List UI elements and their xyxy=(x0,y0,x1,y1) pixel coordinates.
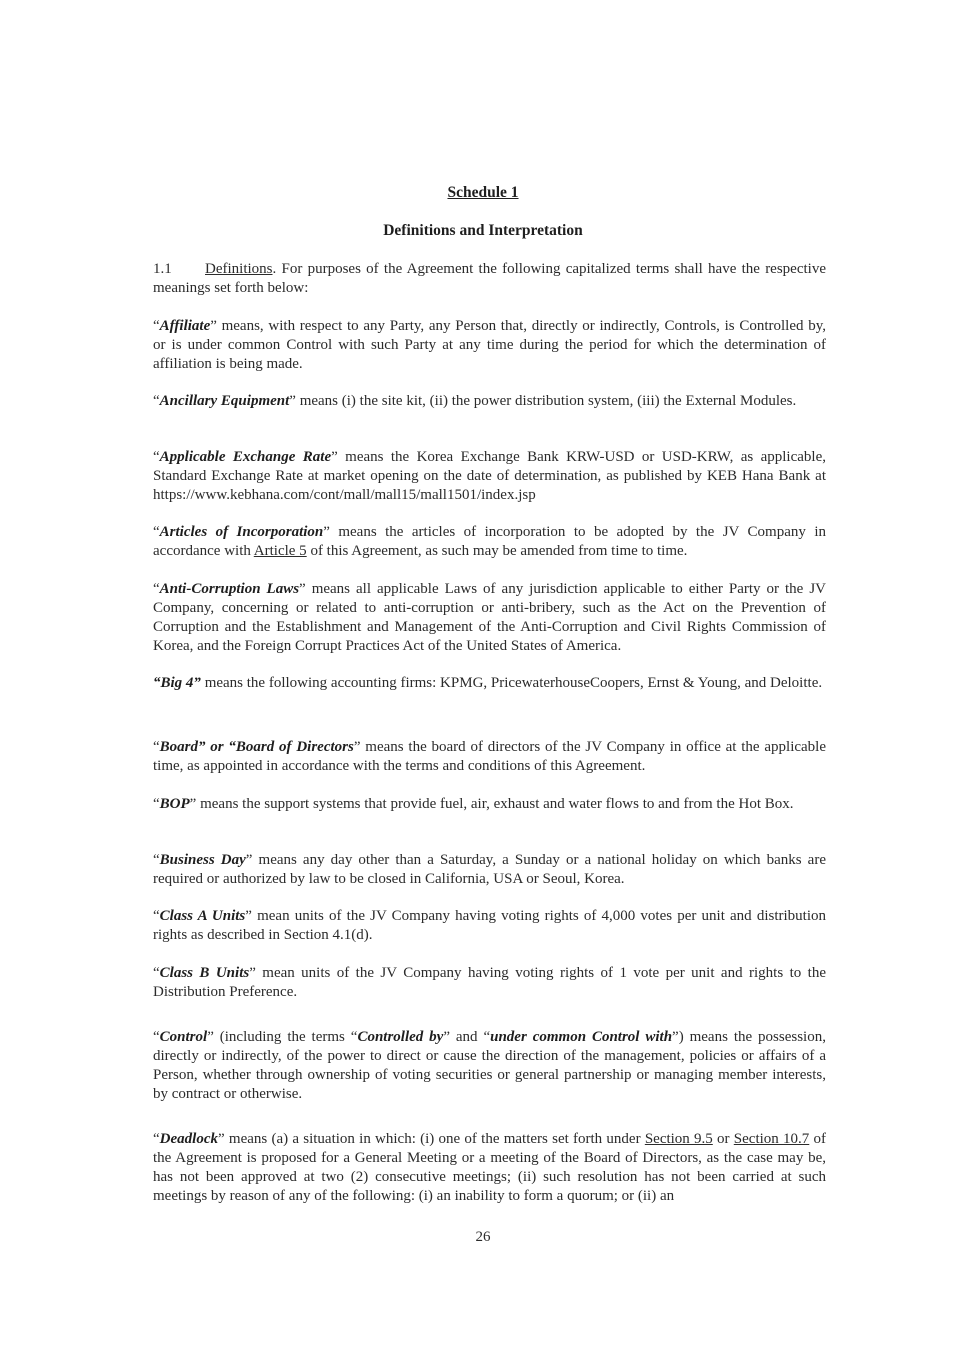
definition-deadlock: “Deadlock” means (a) a situation in which: (i) one of the matters set forth under Section 9.5 or Section 10.7 of the Agreement is proposed for a General Meeting or a meeting of the Board of Directors, as the case may be, has not been approved at two (2) consecutive meetings; (ii) such resolution has not been carried at such meetings by reason of any of the following: (i) an inability to form a quorum; or (ii) an xyxy=(153,1131,827,1204)
defined-term: Applicable Exchange Rate xyxy=(159,449,332,465)
section-title: Definitions and Interpretation xyxy=(383,222,583,239)
defined-term: Board” or “Board of Directors xyxy=(159,739,354,755)
defined-term: Deadlock xyxy=(159,1131,218,1147)
definition-anti-corruption-laws: “Anti-Corruption Laws” means all applicable Laws of any jurisdiction applicable to either Party or the JV Company, concerning or related to anti-corruption or anti-bribery, such as the Act on the Prevention of Corruption and the Establishment and Management of the Anti-Corruption and Civil Rights Commission of Korea, and the Foreign Corrupt Practices Act of the United States of America. xyxy=(153,581,826,654)
defined-term: Ancillary Equipment xyxy=(159,393,290,409)
definition-articles-of-incorporation: “Articles of Incorporation” means the articles of incorporation to be adopted by the JV Company in accordance with Article 5 of this Agreement, as such may be amended from time to time. xyxy=(153,524,826,559)
definition-class-a-units: “Class A Units” mean units of the JV Company having voting rights of 4,000 votes per unit and distribution rights as described in Section 4.1(d). xyxy=(153,908,826,943)
defined-term: Business Day xyxy=(159,852,246,868)
definitions-label: Definitions xyxy=(205,261,273,277)
definition-business-day: “Business Day” means any day other than a Saturday, a Sunday or a national holiday on which banks are required or authorized by law to be closed in California, USA or Seoul, Korea. xyxy=(153,852,826,887)
definition-applicable-exchange-rate: “Applicable Exchange Rate” means the Korea Exchange Bank KRW-USD or USD-KRW, as applicable, Standard Exchange Rate at market opening on the date of determination, as published by KEB Hana Bank at https://www.kebhana.com/cont/mall/mall15/mall1501/index.jsp xyxy=(153,449,826,503)
definition-ancillary-equipment: “Ancillary Equipment” means (i) the site kit, (ii) the power distribution system, (iii) the External Modules. xyxy=(153,393,797,409)
defined-term: “Big 4” xyxy=(153,675,201,691)
intro-paragraph: 1.1 Definitions. For purposes of the Agreement the following capitalized terms shall have the respective meanings set forth below: xyxy=(153,261,826,296)
defined-term: Affiliate xyxy=(159,318,211,334)
defined-term: under common Control with xyxy=(490,1029,673,1045)
defined-term: Articles of Incorporation xyxy=(159,524,324,540)
defined-term: BOP xyxy=(159,796,190,812)
defined-term: Class B Units xyxy=(159,965,250,981)
schedule-title: Schedule 1 xyxy=(447,184,519,201)
definition-affiliate: “Affiliate” means, with respect to any Party, any Person that, directly or indirectly, Controls, is Controlled by, or is under common Control with such Party at any time during the period for which the determination of affiliation is being made. xyxy=(153,318,826,372)
defined-term: Anti-Corruption Laws xyxy=(159,581,300,597)
section-reference: Section 10.7 xyxy=(733,1131,810,1147)
definition-control: “Control” (including the terms “Controlled by” and “under common Control with”) means the possession, directly or indirectly, of the power to direct or cause the direction of the management, policies or affairs of a Person, whether through ownership of voting securities or general partnership or managing member interests, by contract or otherwise. xyxy=(153,1029,826,1102)
defined-term: Class A Units xyxy=(159,908,246,924)
defined-term: Control xyxy=(159,1029,208,1045)
definition-bop: “BOP” means the support systems that provide fuel, air, exhaust and water flows to and from the Hot Box. xyxy=(153,796,794,812)
definition-big-4: “Big 4” means the following accounting firms: KPMG, PricewaterhouseCoopers, Ernst & Young, and Deloitte. xyxy=(153,675,823,691)
definition-board: “Board” or “Board of Directors” means the board of directors of the JV Company in office at the applicable time, as appointed in accordance with the terms and conditions of this Agreement. xyxy=(153,739,826,774)
definition-class-b-units: “Class B Units” mean units of the JV Company having voting rights of 1 vote per unit and rights to the Distribution Preference. xyxy=(153,965,826,1000)
section-number: 1.1 xyxy=(153,261,172,277)
defined-term: Controlled by xyxy=(357,1029,444,1045)
article-reference: Article 5 xyxy=(253,543,307,559)
section-reference: Section 9.5 xyxy=(644,1131,713,1147)
page-number: 26 xyxy=(475,1229,491,1245)
